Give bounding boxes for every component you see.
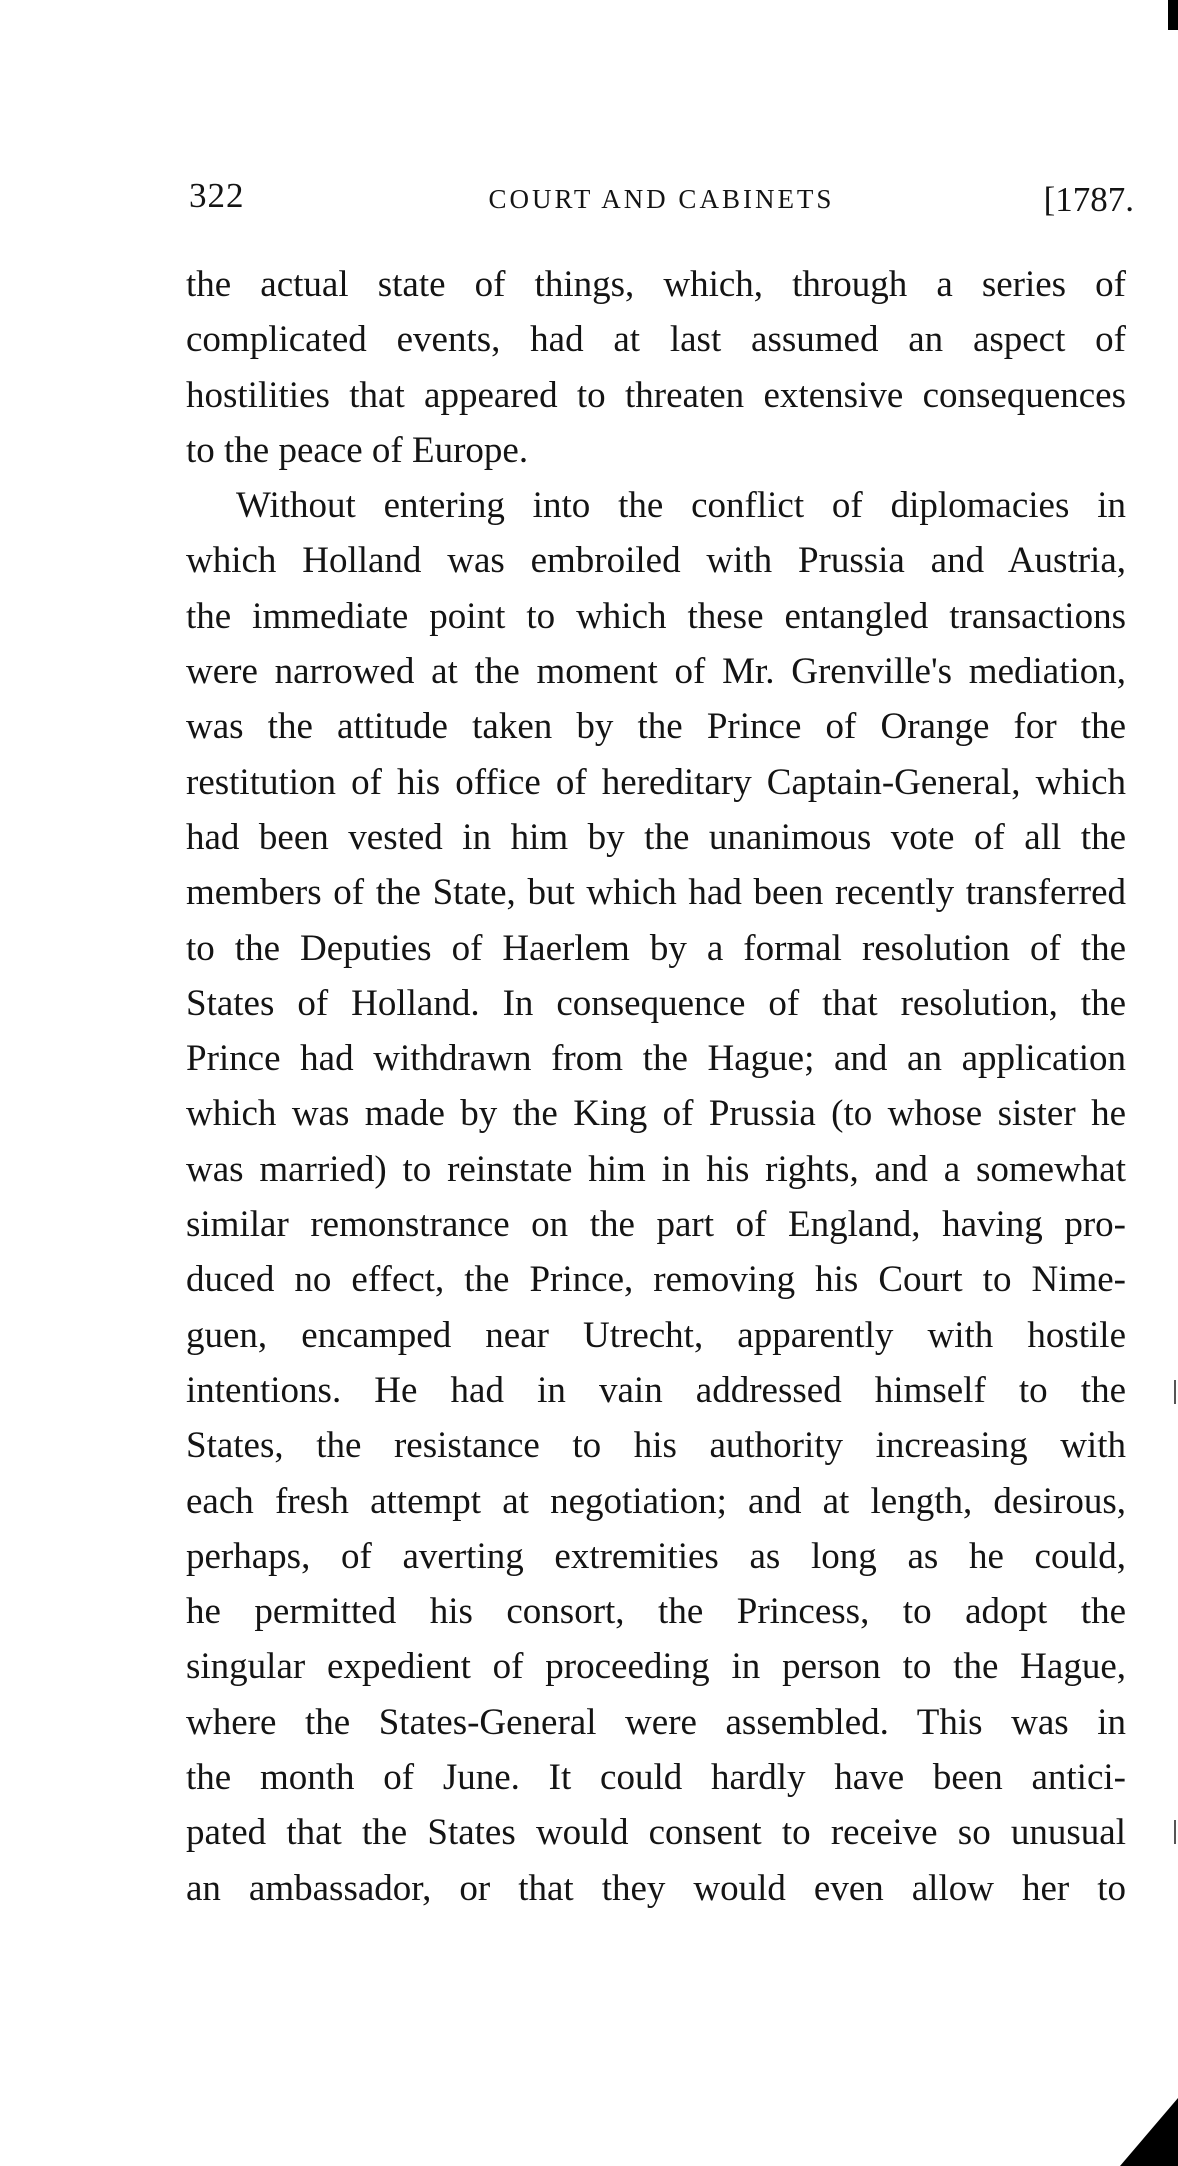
text-line: each fresh attempt at negotiation; and at length, desirous, bbox=[186, 1480, 1126, 1522]
text-line: Prince had withdrawn from the Hague; and an application bbox=[186, 1038, 1126, 1080]
page-header bbox=[189, 176, 1134, 224]
text-line: pated that the States would consent to receive so unusual bbox=[186, 1812, 1126, 1854]
text-line: States, the resistance to his authority increasing with bbox=[186, 1425, 1126, 1467]
text-line: which was made by the King of Prussia (to whose sister he bbox=[186, 1093, 1126, 1135]
text-line: was married) to reinstate him in his rights, and a somewhat bbox=[186, 1148, 1126, 1190]
text-line: complicated events, had at last assumed an aspect of bbox=[186, 319, 1126, 361]
text-line: he permitted his consort, the Princess, to adopt the bbox=[186, 1591, 1126, 1633]
text-line: hostilities that appeared to threaten extensive consequences bbox=[186, 374, 1126, 416]
text-line: States of Holland. In consequence of that resolution, the bbox=[186, 982, 1126, 1024]
text-line: had been vested in him by the unanimous vote of all the bbox=[186, 816, 1126, 858]
scan-edge-mark bbox=[1174, 1820, 1176, 1844]
text-line: duced no effect, the Prince, removing his Court to Nime- bbox=[186, 1259, 1126, 1301]
text-line: similar remonstrance on the part of England, having pro- bbox=[186, 1204, 1126, 1246]
text-line: restitution of his office of hereditary Captain-General, which bbox=[186, 761, 1126, 803]
body-text bbox=[186, 257, 1126, 1916]
text-line: intentions. He had in vain addressed himself to the bbox=[186, 1369, 1126, 1411]
text-line: to the Deputies of Haerlem by a formal resolution of the bbox=[186, 927, 1126, 969]
text-line: an ambassador, or that they would even allow her to bbox=[186, 1867, 1126, 1909]
text-line: to the peace of Europe. bbox=[186, 429, 529, 471]
text-line: were narrowed at the moment of Mr. Grenville's mediation, bbox=[186, 651, 1126, 693]
scan-edge-mark bbox=[1174, 1380, 1176, 1404]
scan-corner-mark-top bbox=[1168, 0, 1178, 30]
text-line: perhaps, of averting extremities as long as he could, bbox=[186, 1535, 1126, 1577]
text-line: which Holland was embroiled with Prussia and Austria, bbox=[186, 540, 1126, 582]
page-number: 322 bbox=[189, 176, 245, 215]
header-year: [1787. bbox=[1043, 180, 1134, 219]
text-line: the actual state of things, which, through a series of bbox=[186, 264, 1126, 305]
text-line: the immediate point to which these entangled transactions bbox=[186, 595, 1126, 637]
text-line: the month of June. It could hardly have been antici- bbox=[186, 1757, 1126, 1799]
text-line: Without entering into the conflict of diplomacies in bbox=[236, 485, 1126, 527]
scan-corner-mark-bottom bbox=[1120, 2098, 1178, 2166]
text-line: members of the State, but which had been recently transferred bbox=[186, 872, 1126, 914]
text-line: guen, encamped near Utrecht, apparently with hostile bbox=[186, 1314, 1126, 1356]
text-line: was the attitude taken by the Prince of Orange for the bbox=[186, 706, 1126, 748]
running-title: COURT AND CABINETS bbox=[488, 184, 835, 214]
text-line: where the States-General were assembled. This was in bbox=[186, 1701, 1126, 1743]
text-line: singular expedient of proceeding in person to the Hague, bbox=[186, 1646, 1126, 1688]
